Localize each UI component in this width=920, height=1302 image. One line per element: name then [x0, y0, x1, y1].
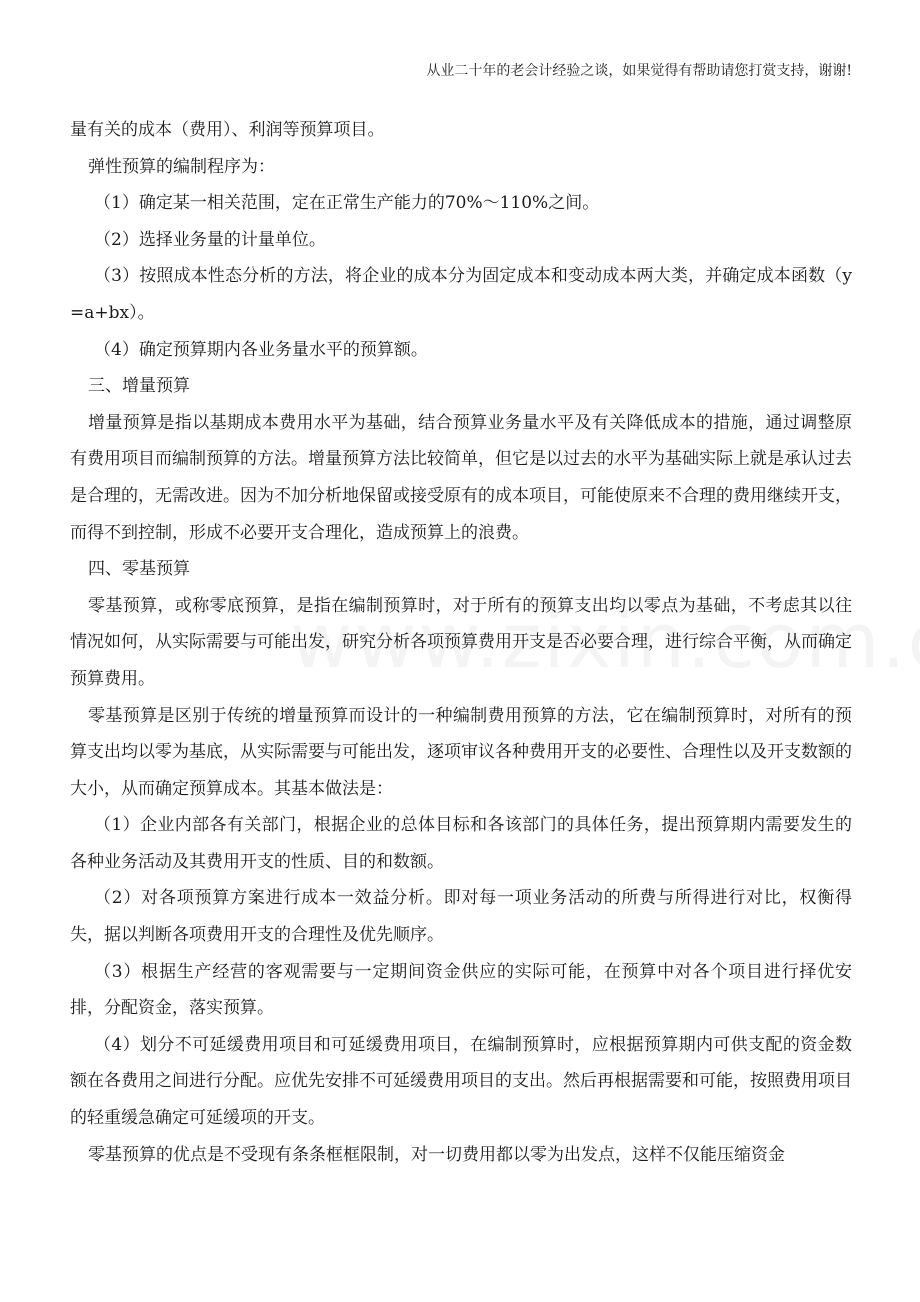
section-heading-zero-based-budget: 四、零基预算 [88, 559, 190, 580]
list-item-step-1: （1）确定某一相关范围，定在正常生产能力的70%～110%之间。 [94, 193, 600, 214]
list-item-practice-2: （2）对各项预算方案进行成本一效益分析。即对每一项业务活动的所费与所得进行对比，权衡得失，据以判断各项费用开支的合理性及优先顺序。 [70, 888, 852, 946]
list-item-step-2: （2）选择业务量的计量单位。 [94, 229, 326, 250]
list-item-practice-3: （3）根据生产经营的客观需要与一定期间资金供应的实际可能，在预算中对各个项目进行择优安排，分配资金，落实预算。 [70, 961, 852, 1019]
list-item-step-4: （4）确定预算期内各业务量水平的预算额。 [94, 339, 428, 360]
list-item-practice-4: （4）划分不可延缓费用项目和可延缓费用项目，在编制预算时，应根据预算期内可供支配的资金数额在各费用之间进行分配。应优先安排不可延缓费用项目的支出。然后再根据需要和可能，按照费用项目的轻重缓急确定可延缓项的开支。 [70, 1034, 852, 1129]
list-item-practice-1: （1）企业内部各有关部门，根据企业的总体目标和各该部门的具体任务，提出预算期内需要发生的各种业务活动及其费用开支的性质、目的和数额。 [70, 815, 852, 872]
section-heading-incremental-budget: 三、增量预算 [88, 376, 190, 397]
paragraph-zero-based-definition: 零基预算，或称零底预算，是指在编制预算时，对于所有的预算支出均以零点为基础，不考虑其以往情况如何，从实际需要与可能出发，研究分析各项预算费用开支是否必要合理，进行综合平衡，从而确定预算费用。 [70, 595, 852, 689]
paragraph-zero-based-advantages: 零基预算的优点是不受现有条条框框限制，对一切费用都以零为出发点，这样不仅能压缩资金 [88, 1144, 785, 1165]
paragraph-incremental-budget: 增量预算是指以基期成本费用水平为基础，结合预算业务量水平及有关降低成本的措施，通过调整原有费用项目而编制预算的方法。增量预算方法比较简单，但它是以过去的水平为基础实际上就是承认过去是合理的，无需改进。因为不加分析地保留或接受原有的成本项目，可能使原来不合理的费用继续开支，而得不到控制，形成不必要开支合理化，造成预算上的浪费。 [70, 412, 852, 543]
paragraph-zero-based-method: 零基预算是区别于传统的增量预算而设计的一种编制费用预算的方法，它在编制预算时，对所有的预算支出均以零为基底，从实际需要与可能出发，逐项审议各种费用开支的必要性、合理性以及开支数额的大小，从而确定预算成本。其基本做法是： [70, 705, 852, 799]
paragraph-budget-items-continued: 量有关的成本（费用）、利润等预算项目。 [70, 120, 385, 140]
paragraph-flexible-budget-procedure: 弹性预算的编制程序为： [88, 156, 275, 177]
header-note: 从业二十年的老会计经验之谈，如果觉得有帮助请您打赏支持，谢谢! [426, 63, 852, 79]
document-body [70, 112, 852, 1173]
list-item-step-3: （3）按照成本性态分析的方法，将企业的成本分为固定成本和变动成本两大类，并确定成本函数（y=a+bx）。 [70, 266, 852, 323]
